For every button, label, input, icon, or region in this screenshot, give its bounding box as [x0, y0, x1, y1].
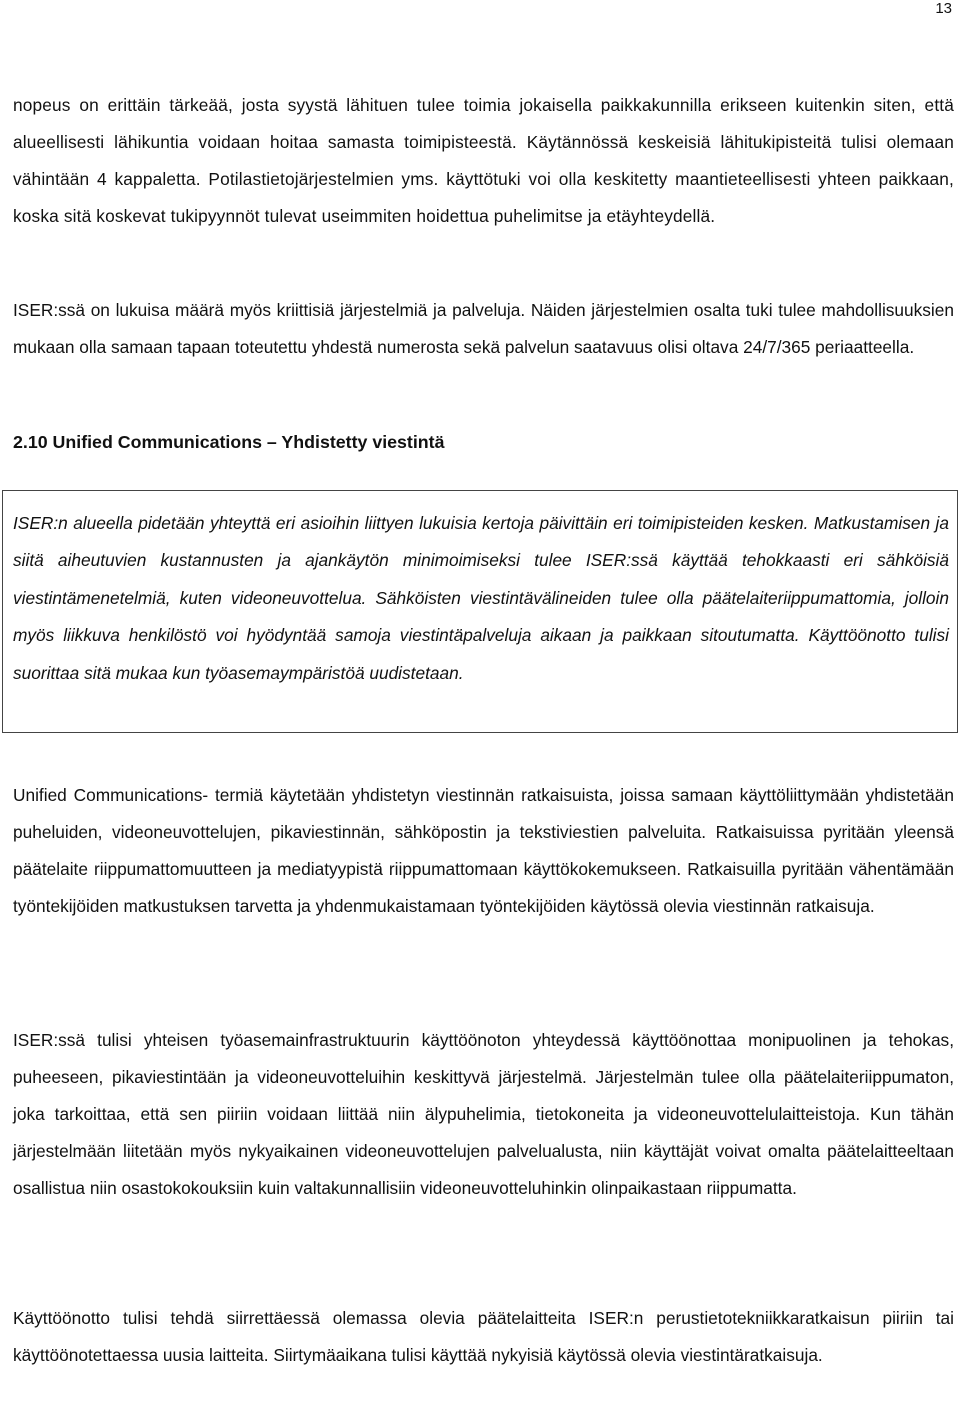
paragraph-local-support: nopeus on erittäin tärkeää, josta syystä lähituen tulee toimia jokaisella paikkakunnilla erikseen kuitenkin siten, että alueellisesti lähikuntia voidaan hoitaa samasta toimipisteestä. Käytännössä keskeisiä lähitukipisteitä tulisi olemaan vähintään 4 kappaletta. Potilastietojärjestelmien yms. käyttötuki voi olla keskitetty maantieteellisesti yhteen paikkaan, koska sitä koskevat tukipyynnöt tulevat useimmiten hoidettua puhelimitse ja etäyhteydellä.: [13, 95, 954, 226]
paragraph-deployment: Käyttöönotto tulisi tehdä siirrettäessä olemassa olevia päätelaitteita ISER:n perustietotekniikkaratkaisun piiriin tai käyttöönotettaessa uusia laitteita. Siirtymäaikana tulisi käyttää nykyisiä käytössä olevia viestintäratkaisuja.: [13, 1308, 954, 1365]
page-number: 13: [935, 0, 952, 17]
paragraph-critical-systems: ISER:ssä on lukuisa määrä myös kriittisiä järjestelmiä ja palveluja. Näiden järjestelmien osalta tuki tulee mahdollisuuksien mukaan olla samaan tapaan toteutettu yhdestä numerosta sekä palvelun saatavuus olisi oltava 24/7/365 periaatteella.: [13, 300, 954, 357]
paragraph-uc-definition: Unified Communications- termiä käytetään yhdistetyn viestinnän ratkaisuista, joissa samaan käyttöliittymään yhdistetään puheluiden, videoneuvottelujen, pikaviestinnän, sähköpostin ja tekstiviestien palveluita. Ratkaisuissa pyritään yleensä päätelaite riippumattomuutteen ja mediatyypistä riippumattomaan käyttökokemukseen. Ratkaisuilla pyritään vähentämään työntekijöiden matkustuksen tarvetta ja yhdenmukaistamaan työntekijöiden käytössä olevia viestinnän ratkaisuja.: [13, 785, 954, 916]
section-heading-unified-communications: 2.10 Unified Communications – Yhdistetty viestintä: [13, 432, 445, 452]
highlight-box: [2, 490, 958, 733]
boxed-summary-text: ISER:n alueella pidetään yhteyttä eri asioihin liittyen lukuisia kertoja päivittäin eri toimipisteiden kesken. Matkustamisen ja siitä aiheutuvien kustannusten ja ajankäytön minimoimiseksi tulee ISER:ssä käyttää tehokkaasti eri sähköisiä viestintämenetelmiä, kuten videoneuvottelua. Sähköisten viestintävälineiden tulee olla päätelaiteriippumattomia, jolloin myös liikkuva henkilöstö voi hyödyntää samoja viestintäpalveluja aikaan ja paikkaan sitoutumatta. Käyttöönotto tulisi suorittaa sitä mukaa kun työasemaympäristöä uudistetaan.: [13, 513, 949, 683]
paragraph-iser-uc-system: ISER:ssä tulisi yhteisen työasemainfrastruktuurin käyttöönoton yhteydessä käyttöönottaa monipuolinen ja tehokas, puheeseen, pikaviestintään ja videoneuvotteluihin keskittyvä järjestelmä. Järjestelmän tulee olla päätelaiteriippumaton, joka tarkoittaa, että sen piiriin voidaan liittää niin älypuhelimia, tietokoneita ja videoneuvottelulaitteistoja. Kun tähän järjestelmään liitetään myös nykyaikainen videoneuvottelujen palvelualusta, niin käyttäjät voivat omalta päätelaitteeltaan osallistua niin osastokokouksiin kuin valtakunnallisiin videoneuvotteluhinkin olinpaikastaan riippumatta.: [13, 1030, 954, 1198]
